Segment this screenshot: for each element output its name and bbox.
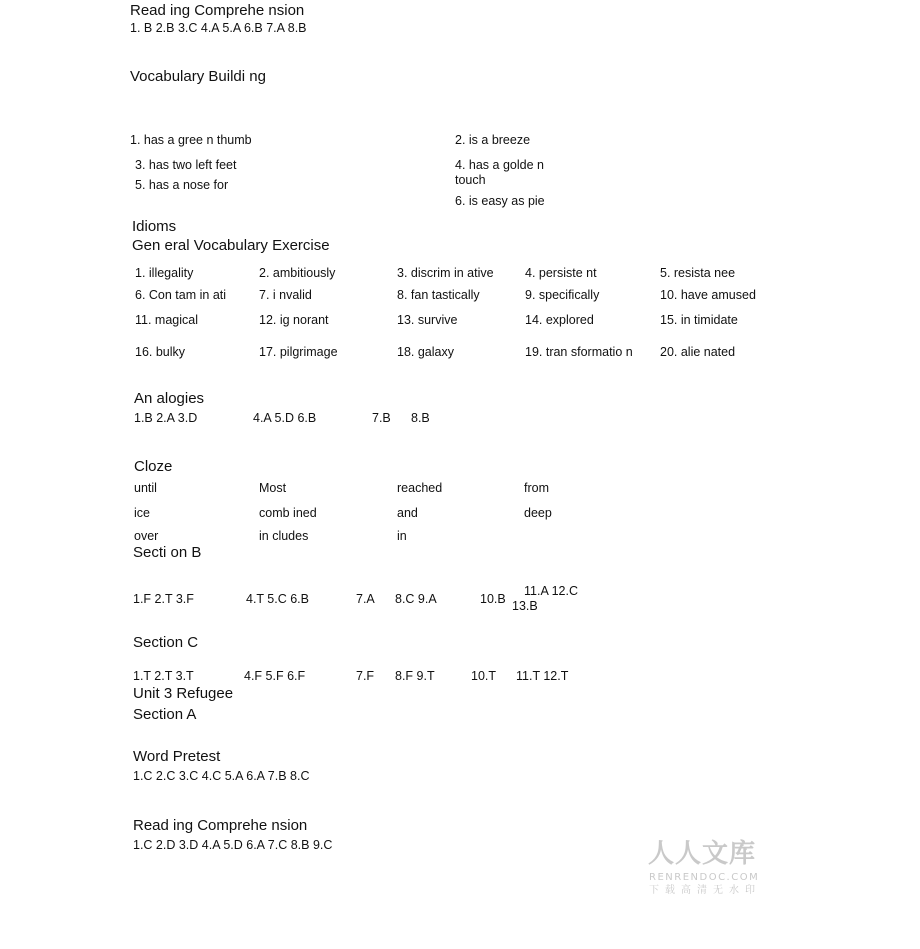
cloze-word: over xyxy=(134,529,159,543)
watermark-domain: RENRENDOC.COM xyxy=(649,872,760,883)
idiom-item: 6. is easy as pie xyxy=(455,194,545,208)
analogies-answers: 1.B 2.A 3.D xyxy=(134,411,198,425)
section-c-answers: 7.F xyxy=(356,669,375,683)
vocab-answer: 14. explored xyxy=(525,313,594,327)
idiom-item: 5. has a nose for xyxy=(135,178,229,192)
vocab-answer: 1. illegality xyxy=(135,266,194,280)
vocab-answer: 7. i nvalid xyxy=(259,288,312,302)
vocab-answer: 20. alie nated xyxy=(660,345,736,359)
cloze-word: deep xyxy=(524,506,552,520)
vocab-answer: 11. magical xyxy=(135,313,198,327)
cloze-word: comb ined xyxy=(259,506,317,520)
reading-comprehension-heading-unit3: Read ing Comprehe nsion xyxy=(133,817,308,834)
analogies-answers: 7.B xyxy=(372,411,391,425)
cloze-word: from xyxy=(524,481,549,495)
vocab-answer: 17. pilgrimage xyxy=(259,345,338,359)
cloze-word: until xyxy=(134,481,157,495)
vocab-answer: 18. galaxy xyxy=(397,345,454,359)
vocabulary-building-heading: Vocabulary Buildi ng xyxy=(130,68,266,85)
section-c-answers: 11.T 12.T xyxy=(516,669,569,683)
reading-answers: 1. B 2.B 3.C 4.A 5.A 6.B 7.A 8.B xyxy=(130,21,307,35)
idiom-item: 4. has a golde n xyxy=(455,158,544,172)
vocab-answer: 10. have amused xyxy=(660,288,756,302)
word-pretest-heading: Word Pretest xyxy=(133,748,221,765)
vocab-answer: 9. specifically xyxy=(525,288,600,302)
section-c-answers: 8.F 9.T xyxy=(395,669,435,683)
cloze-word: in xyxy=(397,529,407,543)
cloze-heading: Cloze xyxy=(134,458,173,475)
idiom-item: 2. is a breeze xyxy=(455,133,531,147)
section-c-answers: 4.F 5.F 6.F xyxy=(244,669,306,683)
section-c-heading: Section C xyxy=(133,634,199,651)
cloze-word: reached xyxy=(397,481,443,495)
section-b-answers: 7.A xyxy=(356,592,375,606)
vocab-answer: 16. bulky xyxy=(135,345,186,359)
vocab-answer: 3. discrim in ative xyxy=(397,266,494,280)
vocab-answer: 12. ig norant xyxy=(259,313,329,327)
watermark-logo: 人人文库 xyxy=(648,839,757,869)
reading-answers-unit3: 1.C 2.D 3.D 4.A 5.D 6.A 7.C 8.B 9.C xyxy=(133,838,333,852)
section-a-heading: Section A xyxy=(133,706,197,723)
watermark-tagline: 下载高清无水印 xyxy=(649,885,761,896)
idioms-heading: Idioms xyxy=(132,218,177,235)
vocab-answer: 2. ambitiously xyxy=(259,266,336,280)
word-pretest-answers: 1.C 2.C 3.C 4.C 5.A 6.A 7.B 8.C xyxy=(133,769,310,783)
vocab-answer: 13. survive xyxy=(397,313,458,327)
idiom-item: 1. has a gree n thumb xyxy=(130,133,252,147)
cloze-word: in cludes xyxy=(259,529,309,543)
vocab-answer: 15. in timidate xyxy=(660,313,738,327)
analogies-heading: An alogies xyxy=(134,390,205,407)
section-b-heading: Secti on B xyxy=(133,544,202,561)
section-b-answers: 4.T 5.C 6.B xyxy=(246,592,309,606)
analogies-answers: 4.A 5.D 6.B xyxy=(253,411,317,425)
unit-3-heading: Unit 3 Refugee xyxy=(133,685,234,702)
vocab-answer: 4. persiste nt xyxy=(525,266,597,280)
section-b-answers: 8.C 9.A xyxy=(395,592,437,606)
cloze-word: Most xyxy=(259,481,287,495)
analogies-answers: 8.B xyxy=(411,411,430,425)
vocab-answer: 6. Con tam in ati xyxy=(135,288,227,302)
cloze-word: ice xyxy=(134,506,150,520)
general-vocabulary-heading: Gen eral Vocabulary Exercise xyxy=(132,237,330,254)
vocab-answer: 19. tran sformatio n xyxy=(525,345,633,359)
section-b-answers: 10.B xyxy=(480,592,506,606)
section-b-answers: 13.B xyxy=(512,599,538,613)
cloze-word: and xyxy=(397,506,418,520)
section-b-answers: 11.A 12.C xyxy=(524,584,578,598)
idiom-item: 3. has two left feet xyxy=(135,158,237,172)
reading-comprehension-heading: Read ing Comprehe nsion xyxy=(130,2,305,19)
idiom-item-continuation: touch xyxy=(455,173,486,187)
section-b-answers: 1.F 2.T 3.F xyxy=(133,592,194,606)
section-c-answers: 1.T 2.T 3.T xyxy=(133,669,194,683)
section-c-answers: 10.T xyxy=(471,669,497,683)
vocab-answer: 8. fan tastically xyxy=(397,288,480,302)
vocab-answer: 5. resista nee xyxy=(660,266,736,280)
